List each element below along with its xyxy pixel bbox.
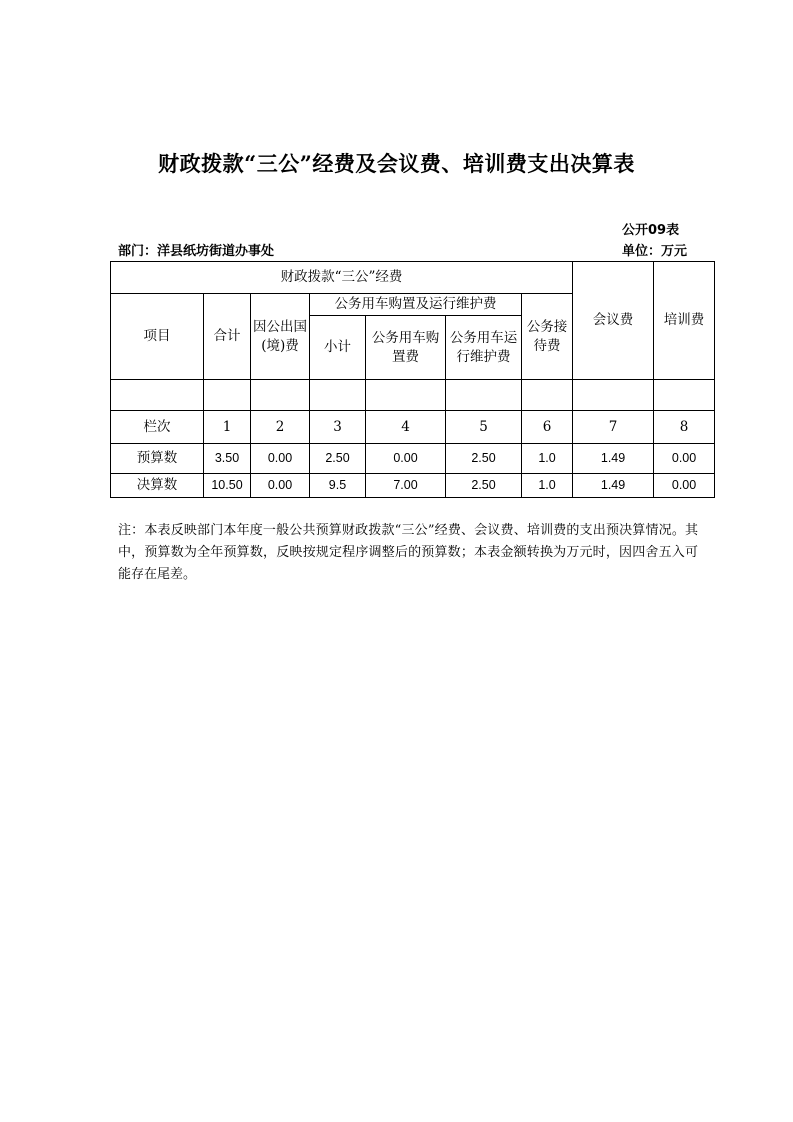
cell: 1 (204, 411, 251, 444)
header-subtotal: 小计 (310, 316, 366, 380)
form-number: 公开09表 (622, 223, 680, 238)
three-public-header: 财政拨款“三公”经费 (111, 262, 573, 294)
header-item: 项目 (111, 294, 204, 380)
cell: 2.50 (310, 444, 366, 474)
cell: 2.50 (446, 444, 522, 474)
cell: 5 (446, 411, 522, 444)
page-title: 财政拨款“三公”经费及会议费、培训费支出决算表 (158, 151, 635, 176)
cell: 1.49 (573, 444, 654, 474)
unit-label: 单位：万元 (622, 244, 688, 259)
cell: 0.00 (654, 444, 715, 474)
cell: 0.00 (366, 444, 446, 474)
table-row (111, 411, 715, 444)
cell: 6 (522, 411, 573, 444)
department-label: 部门：洋县纸坊街道办事处 (118, 244, 275, 259)
cell: 7 (573, 411, 654, 444)
cell: 0.00 (251, 444, 310, 474)
cell: 9.5 (310, 474, 366, 498)
table-row (111, 474, 715, 498)
table-row (111, 444, 715, 474)
header-vehicle-purchase: 公务用车购置费 (366, 316, 446, 380)
cell: 7.00 (366, 474, 446, 498)
header-total: 合计 (204, 294, 251, 380)
header-reception: 公务接待费 (522, 294, 573, 380)
cell: 1.0 (522, 474, 573, 498)
cell: 0.00 (251, 474, 310, 498)
cell: 2 (251, 411, 310, 444)
row-label: 决算数 (111, 474, 204, 498)
cell: 4 (366, 411, 446, 444)
cell: 1.0 (522, 444, 573, 474)
cell: 8 (654, 411, 715, 444)
header-meeting: 会议费 (573, 262, 654, 380)
cell: 0.00 (654, 474, 715, 498)
row-label: 预算数 (111, 444, 204, 474)
cell: 1.49 (573, 474, 654, 498)
footnote: 注：本表反映部门本年度一般公共预算财政拨款“三公”经费、会议费、培训费的支出预决算情况。其中，预算数为全年预算数，反映按规定程序调整后的预算数；本表金额转换为万元时，因四舍五入可能存在尾差。 (118, 523, 698, 582)
cell: 10.50 (204, 474, 251, 498)
cell: 3 (310, 411, 366, 444)
cell: 3.50 (204, 444, 251, 474)
header-abroad: 因公出国(境)费 (251, 294, 310, 380)
header-vehicle-group: 公务用车购置及运行维护费 (310, 294, 522, 316)
blank-row (111, 380, 715, 411)
expenditure-table (110, 261, 715, 498)
row-label: 栏次 (111, 411, 204, 444)
cell: 2.50 (446, 474, 522, 498)
header-vehicle-operation: 公务用车运行维护费 (446, 316, 522, 380)
header-training: 培训费 (654, 262, 715, 380)
